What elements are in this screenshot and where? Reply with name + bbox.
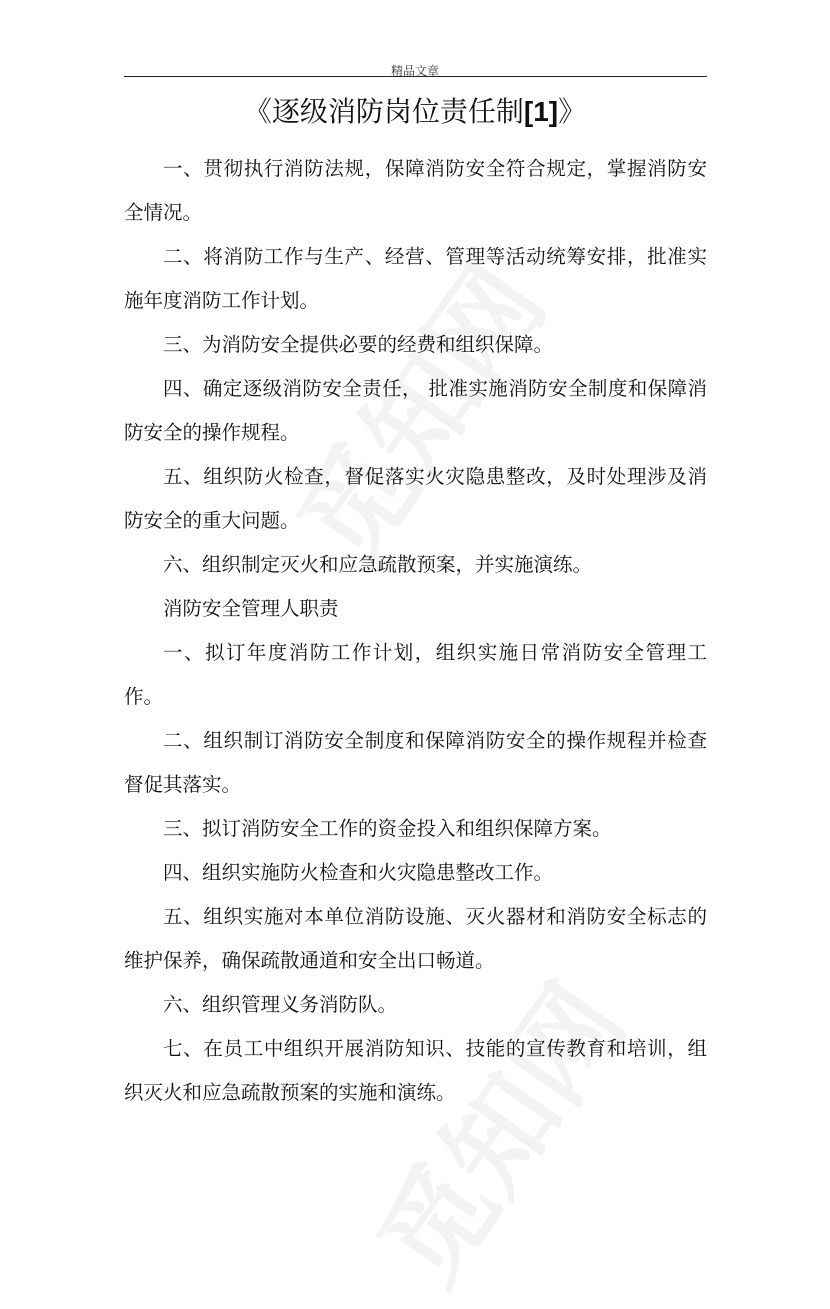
paragraph: 一、贯彻执行消防法规，保障消防安全符合规定，掌握消防安全情况。 bbox=[124, 157, 707, 224]
page-header: 精品文章 bbox=[390, 64, 439, 78]
document-title bbox=[0, 92, 830, 132]
paragraph: 四、组织实施防火检查和火灾隐患整改工作。 bbox=[163, 861, 554, 884]
header-divider bbox=[124, 76, 707, 77]
paragraph: 二、组织制订消防安全制度和保障消防安全的操作规程并检查督促其落实。 bbox=[124, 729, 707, 796]
section-heading: 消防安全管理人职责 bbox=[163, 597, 339, 620]
paragraph: 七、在员工中组织开展消防知识、技能的宣传教育和培训，组织灭火和应急疏散预案的实施和演练。 bbox=[124, 1037, 707, 1104]
paragraph: 三、拟订消防安全工作的资金投入和组织保障方案。 bbox=[163, 817, 612, 840]
paragraph: 一、拟订年度消防工作计划，组织实施日常消防安全管理工作。 bbox=[124, 641, 707, 708]
title-main: 《逐级消防岗位责任制 bbox=[243, 95, 524, 128]
paragraph: 二、将消防工作与生产、经营、管理等活动统筹安排，批准实施年度消防工作计划。 bbox=[124, 245, 707, 312]
paragraph: 六、组织制定灭火和应急疏散预案，并实施演练。 bbox=[163, 553, 593, 576]
paragraph: 五、组织实施对本单位消防设施、灭火器材和消防安全标志的维护保养，确保疏散通道和安全出口畅道。 bbox=[124, 905, 707, 972]
paragraph: 六、组织管理义务消防队。 bbox=[163, 993, 398, 1016]
document-body bbox=[124, 147, 707, 1115]
paragraph: 三、为消防安全提供必要的经费和组织保障。 bbox=[163, 333, 554, 356]
paragraph: 四、确定逐级消防安全责任， 批准实施消防安全制度和保障消防安全的操作规程。 bbox=[124, 377, 707, 444]
title-close: 》 bbox=[558, 95, 587, 128]
title-reference: [1] bbox=[523, 96, 559, 127]
paragraph: 五、组织防火检查，督促落实火灾隐患整改，及时处理涉及消防安全的重大问题。 bbox=[124, 465, 707, 532]
